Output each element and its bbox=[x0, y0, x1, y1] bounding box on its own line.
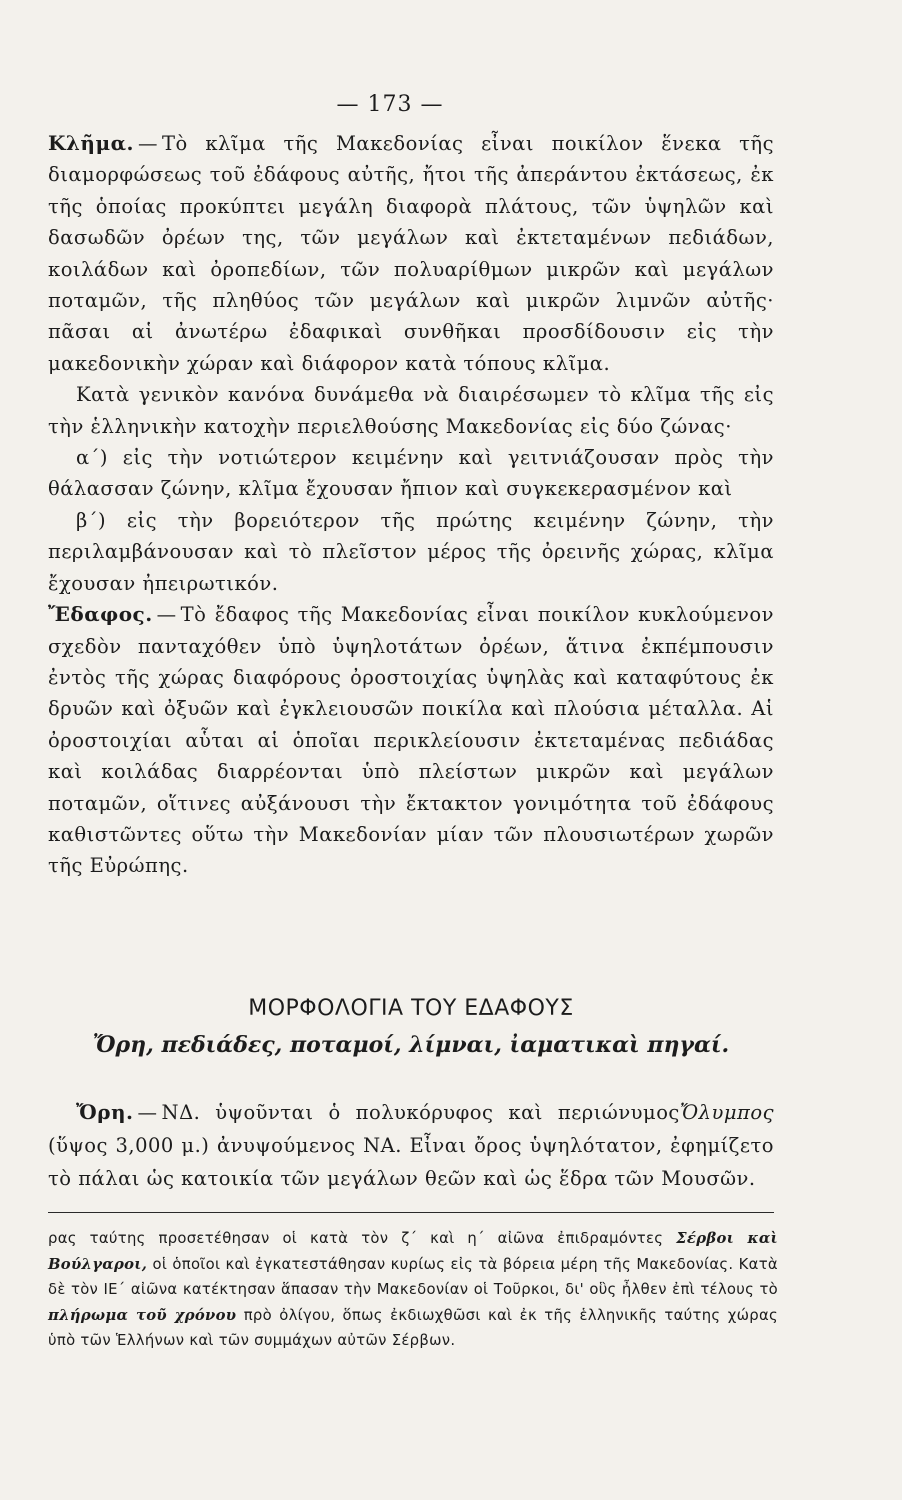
footnote-divider bbox=[48, 1212, 774, 1213]
mountains-text-b: (ὕψος 3,000 μ.) ἀνυψούμενος ΝΑ. Εἶναι ὄρος ὑψηλότατον, ἐφημίζετο τὸ πάλαι ὡς κατοικία τῶν μεγάλων θεῶν καὶ ὡς ἕδρα τῶν Μουσῶν. bbox=[48, 1134, 774, 1190]
section-subheading: Ὄρη, πεδιάδες, ποταμοί, λίμναι, ἰαματικαὶ πηγαί. bbox=[92, 1032, 730, 1058]
climate-zone-b: β΄) εἰς τὴν βορειότερον τῆς πρώτης κειμένην ζώνην, τὴν περιλαμβάνουσαν καὶ τὸ πλεῖστον μέρος τῆς ὀρεινῆς χώρας, κλῖμα ἔχουσαν ἠπειρωτικόν. bbox=[48, 508, 774, 595]
footnote-part-e: πρὸ ὀλίγου, ὅπως ἐκδιωχθῶσι καὶ ἐκ τῆς ἑλληνικῆς ταύτης χώρας ὑπὸ τῶν Ἑλλήνων καὶ τῶν συμμάχων αὐτῶν Σέρβων. bbox=[48, 1306, 778, 1349]
climate-text: Τὸ κλῖμα τῆς Μακεδονίας εἶναι ποικίλον ἕνεκα τῆς διαμορφώσεως τοῦ ἐδάφους αὐτῆς, ἤτοι τῆς ἀπεράντου ἐκτάσεως, ἐκ τῆς ὁποίας προκύπτει μεγάλη διαφορὰ πλάτους, τῶν ὑψηλῶν καὶ δασωδῶν ὀρέων της, τῶν μεγάλων καὶ ἐκτεταμένων πεδιάδων, κοιλάδων καὶ ὀροπεδίων, τῶν πολυαρίθμων μικρῶν καὶ μεγάλων ποταμῶν, τῆς πληθύος τῶν μεγάλων καὶ μικρῶν λιμνῶν αὐτῆς· πᾶσαι αἱ ἀνωτέρω ἐδαφικαὶ συνθῆκαι προσδίδουσιν εἰς τὴν μακεδονικὴν χώραν καὶ διάφορον κατὰ τόπους κλῖμα. bbox=[48, 132, 774, 375]
mountains-text bbox=[48, 1096, 774, 1195]
soil-lead: Ἔδαφος. bbox=[48, 602, 153, 627]
climate-dash: — bbox=[137, 132, 158, 155]
climate-zones-paragraph: Κατὰ γενικὸν κανόνα δυνάμεθα νὰ διαιρέσωμεν τὸ κλῖμα τῆς εἰς τὴν ἑλληνικὴν κατοχὴν περιελθούσης Μακεδονίας εἰς δύο ζώνας· bbox=[48, 383, 774, 438]
mountains-paragraph bbox=[48, 1096, 774, 1195]
footnote-serbs-bulgars: Σέρβοι καὶ Βούλγαροι, bbox=[48, 1230, 778, 1273]
footnote-part-a: ρας ταύτης προσετέθησαν οἱ κατὰ τὸν ζ΄ καὶ η΄ αἰῶνα ἐπιδραμόντες bbox=[48, 1230, 664, 1247]
soil-dash: — bbox=[156, 603, 177, 627]
soil-paragraph bbox=[48, 599, 774, 882]
page-number: — 173 — bbox=[336, 92, 444, 117]
main-text bbox=[48, 128, 774, 882]
olympus-name: Ὄλυμπος bbox=[679, 1101, 774, 1124]
mountains-dash: — bbox=[137, 1101, 158, 1124]
climate-paragraph bbox=[48, 128, 774, 379]
soil-text: Τὸ ἔδαφος τῆς Μακεδονίας εἶναι ποικίλον κυκλούμενον σχεδὸν πανταχόθεν ὑπὸ ὑψηλοτάτων ὀρέων, ἅτινα ἐκπέμπουσιν ἐντὸς τῆς χώρας διαφόρους ὀροστοιχίας ὑψηλὰς καὶ καταφύτους ἐκ δρυῶν καὶ ὀξυῶν καὶ ἐγκλειουσῶν ποικίλα καὶ πλούσια μέταλλα. Αἱ ὀροστοιχίαι αὗται αἱ ὁποῖαι περικλείουσιν ἐκτεταμένας πεδιάδας καὶ κοιλάδας διαρρέονται ὑπὸ πλείστων μικρῶν καὶ μεγάλων ποταμῶν, οἵτινες αὐξάνουσι τὴν ἔκτακτον γονιμότητα τοῦ ἐδάφους καθιστῶντες οὕτω τὴν Μακεδονίαν μίαν τῶν πλουσιωτέρων χωρῶν τῆς Εὐρώπης. bbox=[48, 603, 774, 878]
mountains-lead: Ὄρη. bbox=[76, 1100, 134, 1124]
climate-zone-a: α΄) εἰς τὴν νοτιώτερον κειμένην καὶ γειτνιάζουσαν πρὸς τὴν θάλασσαν ζώνην, κλῖμα ἔχουσαν ἤπιον καὶ συγκεκερασμένον καὶ bbox=[48, 446, 774, 501]
footnote bbox=[48, 1226, 778, 1354]
section-heading: ΜΟΡΦΟΛΟΓΙΑ ΤΟΥ ΕΔΑΦΟΥΣ bbox=[248, 996, 574, 1021]
footnote-part-c: οἱ ὁποῖοι καὶ ἐγκατεστάθησαν κυρίως εἰς τὰ βόρεια μέρη τῆς Μακεδονίας. Κατὰ δὲ τὸν ΙΕ΄ αἰῶνα κατέκτησαν ἅπασαν τὴν Μακεδονίαν οἱ Τοῦρκοι, δι' οὓς ἦλθεν ἐπὶ τέλους τὸ bbox=[48, 1255, 778, 1298]
climate-lead: Κλῆμα. bbox=[48, 131, 134, 155]
footnote-fullness-of-time: πλήρωμα τοῦ χρόνου bbox=[48, 1306, 237, 1324]
mountains-text-a: ΝΔ. ὑψοῦνται ὁ πολυκόρυφος καὶ περιώνυμος bbox=[161, 1101, 680, 1124]
